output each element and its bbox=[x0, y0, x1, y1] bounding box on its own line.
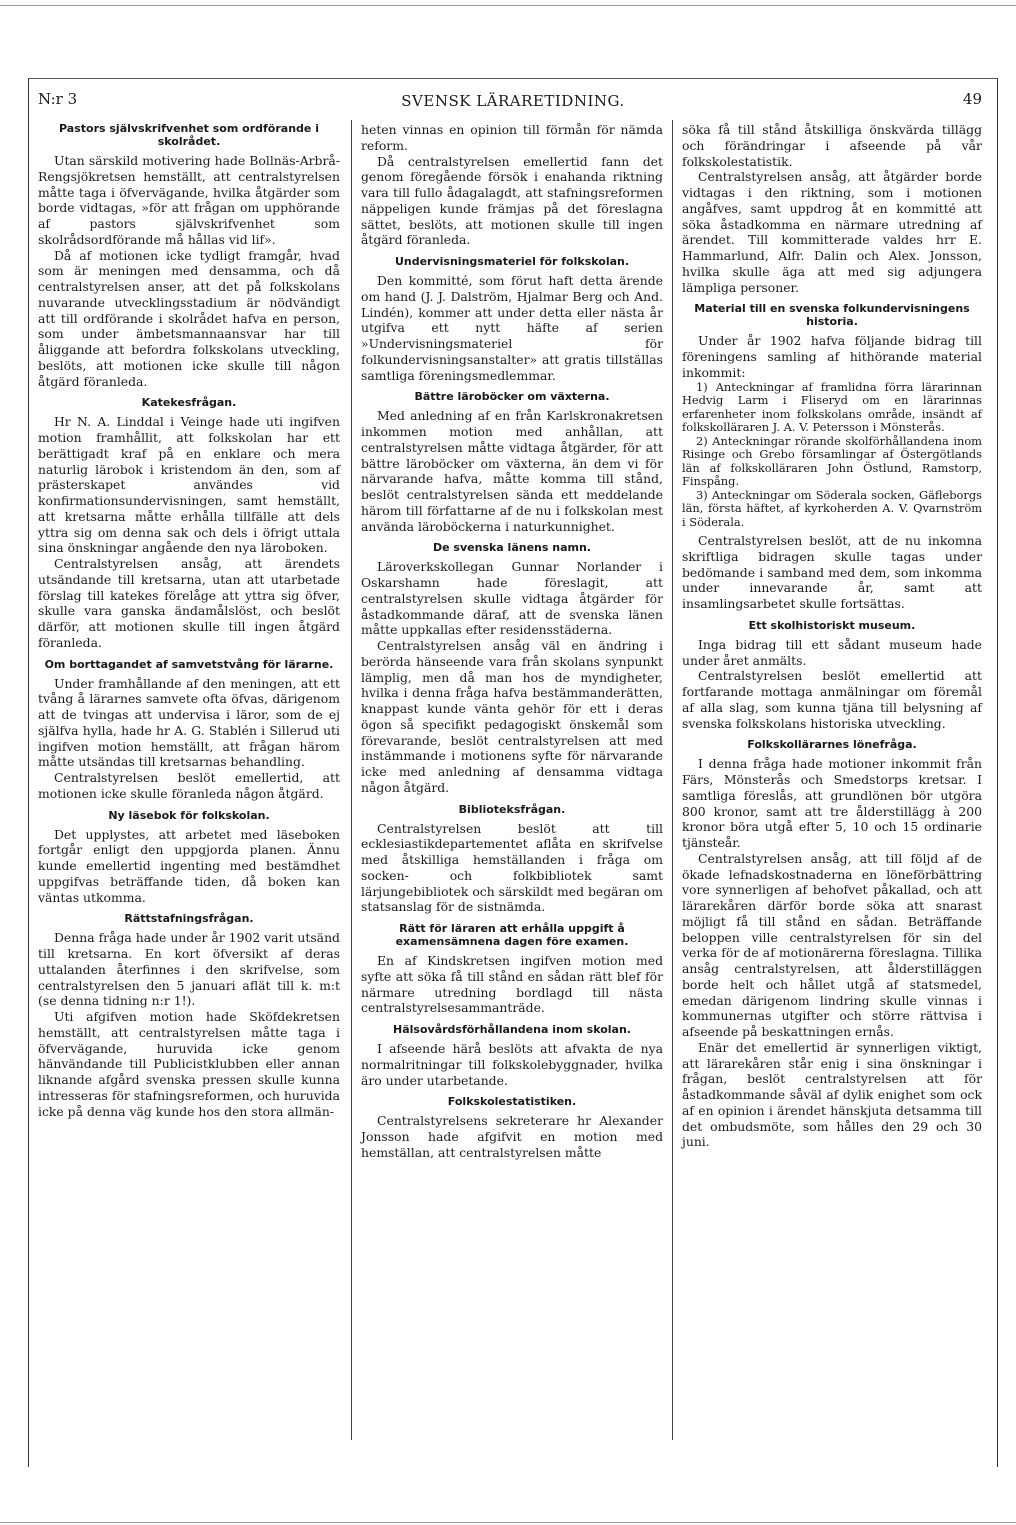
paragraph: Läroverkskollegan Gunnar Norlander i Oskarshamn hade föreslagit, att centralstyrelsen skulle vidtaga åtgärder för åstadkommande däraf, att de svenska länen måtte uppkallas efter residensstäderna. bbox=[361, 559, 663, 638]
paragraph: Uti afgifven motion hade Sköfdekretsen hemställt, att centralstyrelsen måtte taga i öfvervägande, huruvida icke genom hänvändande till Publicistklubben eller annan liknande afgård svenska pressen skulle kunna intresseras för stafningsreformen, och huruvida icke på denna väg kunde hos den stora allmän- bbox=[38, 1009, 340, 1119]
paragraph: Inga bidrag till ett sådant museum hade under året anmälts. bbox=[682, 636, 982, 668]
paragraph: Utan särskild motivering hade Bollnäs-Arbrå-Rengsjökretsen hemställt, att centralstyrelsen måtte taga i öfvervägande, hvilka åtgärder som borde vidtagas, »för att frågan om upphörande af pastors självskrifvenhet som skolrådsordförande må hållas vid lif». bbox=[38, 153, 340, 247]
paragraph: Centralstyrelsen beslöt, att de nu inkomna skriftliga bidragen skulle tagas under bedömande i samband med dem, som inkomma under innevarande år, samt att insamlingsarbetet skulle fortsättas. bbox=[682, 533, 982, 611]
paragraph: Centralstyrelsen beslöt emellertid, att motionen icke skulle föranleda någon åtgärd. bbox=[38, 770, 340, 801]
section-heading: Rätt för läraren att erhålla uppgift å examensämnena dagen före examen. bbox=[395, 922, 629, 948]
column-3 bbox=[682, 122, 982, 1150]
paragraph: I afseende härå beslöts att afvakta de nya normalritningar till folkskolebyggnader, hvilka äro under utarbetande. bbox=[361, 1041, 663, 1088]
publication-title: SVENSK LÄRARETIDNING. bbox=[401, 92, 625, 110]
section-heading: Rättstafningsfrågan. bbox=[124, 912, 254, 926]
paragraph: Då centralstyrelsen emellertid fann det genom föregående försök i enahanda riktning vara till fullo ådagalagdt, att stafningsreformen näppeligen kunde främjas på det föreslagna sättet, beslöts, att motionen skulle till ingen åtgärd föranleda. bbox=[361, 153, 663, 248]
list-item: 3) Anteckningar om Söderala socken, Gäfleborgs län, första häftet, af kyrkoherden A. V. Qvarnström i Söderala. bbox=[682, 487, 982, 529]
paragraph: Centralstyrelsen ansåg väl en ändring i berörda hänseende vara från skolans synpunkt lämplig, men då man hos de myndigheter, hvilka i denna fråga hafva bestämmanderätten, knappast kunde vänta gehör för ett i deras ögon så specifikt pedagogiskt önskemål som förevarande, beslöt centralstyrelsen att med instämmande i motionens syfte för närvarande icke med anledning af densamma vidtaga någon åtgärd. bbox=[361, 638, 663, 795]
paragraph: En af Kindskretsen ingifven motion med syfte att söka få till stånd en sådan rätt blef för närmare utredning bordlagd till nästa centralstyrelsesammanträde. bbox=[361, 953, 663, 1016]
paragraph: Med anledning af en från Karlskronakretsen inkommen motion med anhållan, att centralstyrelsen måtte vidtaga åtgärder, för att bättre läroböcker om växterna, än dem vi för närvarande hafva, måtte komma till stånd, beslöt centralstyrelsen sända ett meddelande härom till författarne af de nu i folkskolan mest använda läroböckerna i naturkunnighet. bbox=[361, 408, 663, 534]
column-2 bbox=[361, 122, 663, 1161]
section-heading: De svenska länens namn. bbox=[433, 541, 591, 555]
paragraph: Centralstyrelsen ansåg, att åtgärder borde vidtagas i den riktning, som i motionen angåfves, samt uppdrog åt en kommitté att söka åstadkomma en närmare utredning af ärendet. Till kommitterade valdes hrr E. Hammarlund, Alfr. Dalin och Alex. Jonsson, hvilka skulle äga att med sig adjungera lämpliga personer. bbox=[682, 169, 982, 295]
column-divider bbox=[672, 120, 673, 1440]
paragraph-continued: söka få till stånd åtskilliga önskvärda tillägg och förändringar i afseende på vår folkskolestatistik. bbox=[682, 122, 982, 169]
paragraph-continued: heten vinnas en opinion till förmån för nämda reform. bbox=[361, 122, 663, 153]
paragraph: Centralstyrelsen ansåg, att till följd af de ökade lefnadskostnaderna en löneförbättring vore synnerligen af behofvet påkallad, och att lärarekåren därför borde söka att snarast möjligt få till stånd en sådan. Beträffande beloppen ville centralstyrelsen för sin del verka för de af motionärerna föreslagna. Tillika ansåg centralstyrelsen, att ålderstilläggen borde helt och hållet utgå af statsmedel, emedan därigenom lindring skulle vinnas i kommunernas utgifter och större rättvisa i afseende på beskattningen ernås. bbox=[682, 850, 982, 1039]
section-heading: Bättre läroböcker om växterna. bbox=[414, 390, 610, 404]
bottom-rule bbox=[0, 1522, 1016, 1523]
list-item: 1) Anteckningar af framlidna förra lärarinnan Hedvig Larm i Fliseryd om en lärarinnas erfarenheter inom folkskolans område, insändt af folkskolläraren J. A. V. Petersson i Mönsterås. bbox=[682, 379, 982, 434]
section-heading: Folkskollärarnes lönefråga. bbox=[747, 738, 917, 752]
paragraph: Det upplystes, att arbetet med läseboken fortgår enligt den uppgjorda planen. Ännu kunde emellertid ingenting med bestämdhet uppgifvas beträffande tiden, då boken kan väntas utkomma. bbox=[38, 826, 340, 905]
column-1 bbox=[38, 122, 340, 1119]
paragraph: Under år 1902 hafva följande bidrag till föreningens samling af hithörande material inkommit: bbox=[682, 333, 982, 380]
paragraph: Denna fråga hade under år 1902 varit utsänd till kretsarna. En kort öfversikt af deras uttalanden återfinnes i den skrifvelse, som centralstyrelsen den 5 januari aflät till k. m:t (se denna tidning n:r 1!). bbox=[38, 930, 340, 1009]
column-divider bbox=[351, 120, 352, 1440]
paragraph: Centralstyrelsen beslöt emellertid att fortfarande mottaga anmälningar om föremål af alla slag, som kunna tjäna till belysning af svenska folkskolans historiska utveckling. bbox=[682, 668, 982, 731]
paragraph: Centralstyrelsen beslöt att till ecklesiastikdepartementet aflåta en skrifvelse med åtskilliga hemställanden i fråga om socken- och folkbibliotek samt lärjungebibliotek och särskildt med begäran om statsanslag för de sistnämda. bbox=[361, 820, 663, 915]
paragraph: Den kommitté, som förut haft detta ärende om hand (J. J. Dalström, Hjalmar Berg och And. Lindén), kommer att under detta eller nästa år utgifva ett nytt häfte af serien »Undervisningsmateriel för folkundervisningsanstalter» att gratis tillställas samtliga föreningsmedlemmar. bbox=[361, 273, 663, 383]
section-heading: Ny läsebok för folkskolan. bbox=[108, 808, 270, 822]
issue-number: N:r 3 bbox=[38, 90, 78, 108]
paragraph: Enär det emellertid är synnerligen viktigt, att lärarekåren står enig i sina önskningar i frågan, beslöt centralstyrelsen att för åstadkommande såväl af dylik enighet som ock af en opinion i ärendet hänskjuta detsamma till det ombudsmöte, som hålles den 29 och 30 juni. bbox=[682, 1039, 982, 1150]
section-heading: Material till en svenska folkundervisningens historia. bbox=[694, 302, 970, 329]
top-rule bbox=[0, 5, 1016, 6]
list-item: 2) Anteckningar rörande skolförhållandena inom Risinge och Grebo församlingar af Östergötlands län af folkskolläraren John Östlund, Ramstorp, Finspång. bbox=[682, 433, 982, 488]
paragraph: Centralstyrelsen ansåg, att ärendets utsändande till kretsarna, utan att utarbetade förslag till katekes förelåge att yttra sig öfver, skulle vara ganska ändamålslöst, och beslöt därför, att motionen skulle till ingen åtgärd föranleda. bbox=[38, 556, 340, 650]
section-heading: Undervisningsmateriel för folkskolan. bbox=[394, 255, 630, 268]
paragraph: Hr N. A. Linddal i Veinge hade uti ingifven motion framhållit, att folkskolan har ett berättigadt kraf på en enklare och mera naturlig lärobok i kristendom än den, som af prästerskapet användes vid konfirmationsundervisningen, samt hemställt, att kretsarna måtte erhålla tillfälle att dels yttra sig om denna sak och dels i öfrigt uttala sina önskningar angående den nya läroboken. bbox=[38, 414, 340, 556]
section-heading: Pastors självskrifvenhet som ordförande i skolrådet. bbox=[59, 122, 319, 148]
paragraph: Under framhållande af den meningen, att ett tvång å lärarnes samvete ofta öfvas, därigenom att de tvingas att undervisa i läror, som de ej själfva hylla, hade hr A. G. Stablén i Sillerud uti ingifven motion hemställt, att frågan härom måtte utsändas till kretsarnas behandling. bbox=[38, 675, 340, 770]
paragraph: Centralstyrelsens sekreterare hr Alexander Jonsson hade afgifvit en motion med hemställan, att centralstyrelsen måtte bbox=[361, 1113, 663, 1160]
section-heading: Biblioteksfrågan. bbox=[458, 802, 566, 816]
paragraph: I denna fråga hade motioner inkommit från Färs, Mönsterås och Smedstorps kretsar. I samtliga föreslås, att grundlönen bör utgöra 800 kronor, samt att tre ålderstillägg à 200 kronor böra utgå efter 5, 10 och 15 ordinarie tjänsteår. bbox=[682, 756, 982, 850]
section-heading: Om borttagandet af samvetstvång för lärarne. bbox=[44, 657, 334, 671]
section-heading: Katekesfrågan. bbox=[141, 396, 237, 410]
section-heading: Hälsovårdsförhållandena inom skolan. bbox=[393, 1023, 631, 1036]
page-number: 49 bbox=[962, 90, 982, 108]
section-heading: Folkskolestatistiken. bbox=[447, 1095, 577, 1109]
page-header bbox=[38, 90, 988, 112]
section-heading: Ett skolhistoriskt museum. bbox=[748, 618, 916, 632]
contribution-list bbox=[682, 381, 982, 530]
paragraph: Då af motionen icke tydligt framgår, hvad som är meningen med densamma, och då centralstyrelsen anser, att det på folkskolans nuvarande utvecklingsstadium är nödvändigt att till ordförande i skolrådet hafva en person, som under ämbetsmannaansvar har till åliggande att befordra folkskolans utveckling, beslöts, att motionen icke skulle till någon åtgärd föranleda. bbox=[38, 247, 340, 389]
